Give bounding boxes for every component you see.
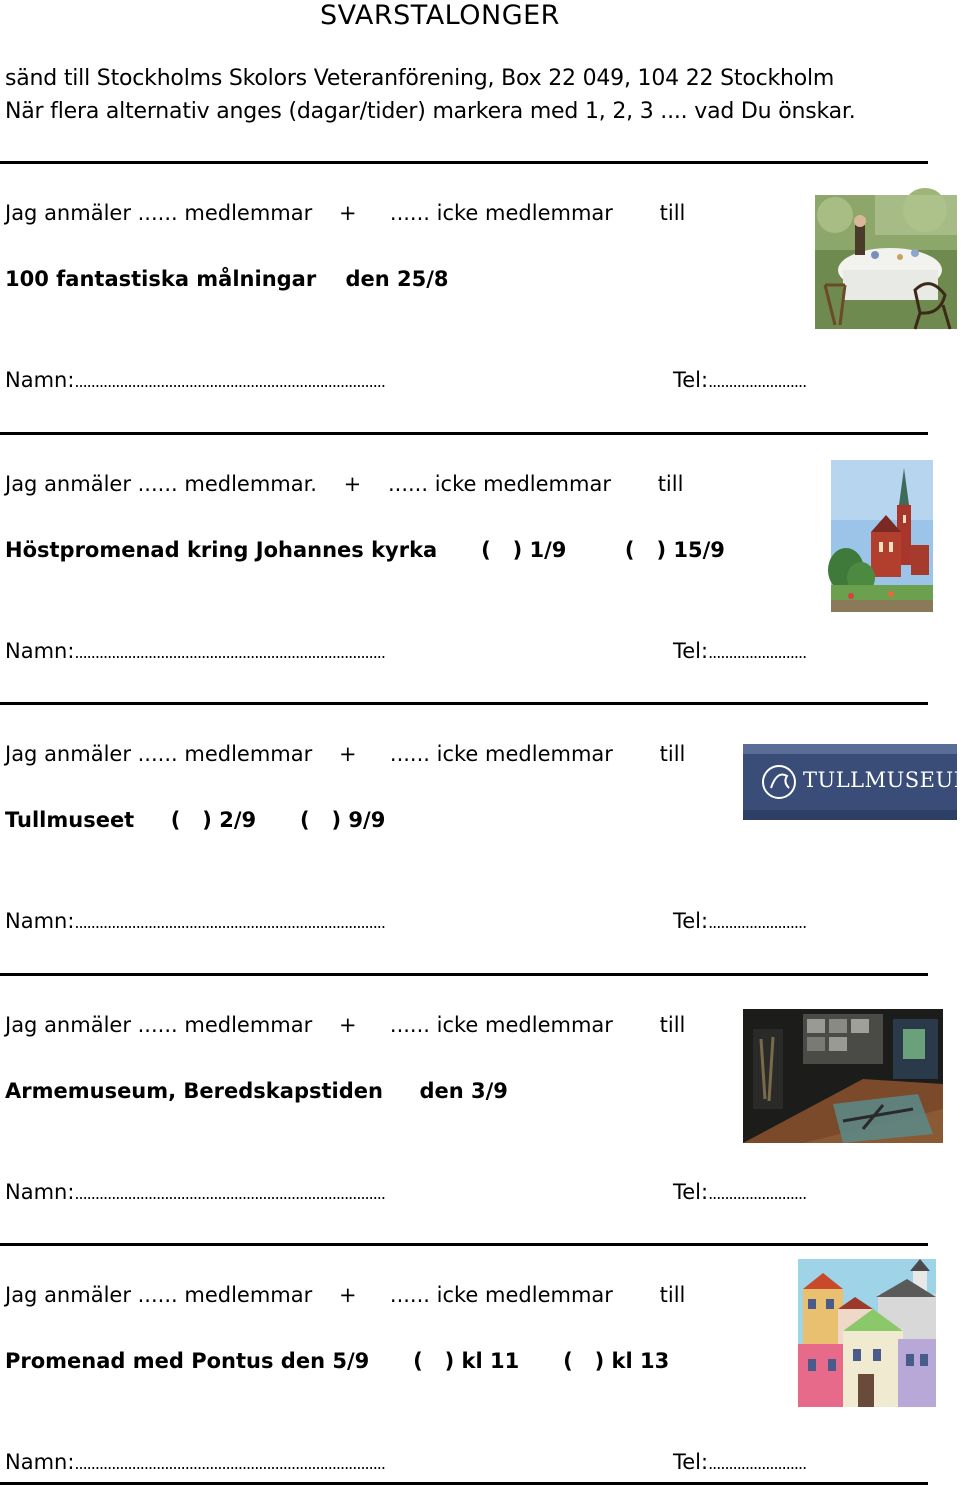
church-image — [831, 460, 933, 612]
museum-exhibition-image — [743, 1009, 943, 1143]
event-line: Tullmuseet ( ) 2/9 ( ) 9/9 — [5, 808, 386, 832]
signup-line: Jag anmäler ...... medlemmar + ...... icke medlemmar till — [5, 1013, 686, 1037]
tel-label: Tel: — [673, 1450, 709, 1474]
name-dots: ............................................................................ — [74, 372, 385, 391]
signup-line: Jag anmäler ...... medlemmar. + ...... icke medlemmar till — [5, 472, 684, 496]
town-houses-image — [798, 1259, 936, 1407]
intro-instructions: När flera alternativ anges (dagar/tider) markera med 1, 2, 3 .... vad Du önskar. — [5, 99, 856, 124]
tel-dots: ........................ — [708, 913, 807, 932]
name-field[interactable] — [5, 909, 385, 933]
name-field[interactable] — [5, 639, 385, 663]
name-dots: ............................................................................ — [74, 643, 385, 662]
tel-dots: ........................ — [708, 1454, 807, 1473]
tel-dots: ........................ — [708, 643, 807, 662]
painting-image — [815, 195, 957, 329]
intro-address: sänd till Stockholms Skolors Veteranförening, Box 22 049, 104 22 Stockholm — [5, 66, 835, 91]
tel-field[interactable] — [673, 639, 806, 663]
tel-field[interactable] — [673, 368, 806, 392]
page-title: SVARSTALONGER — [320, 0, 560, 31]
section-divider — [0, 702, 928, 705]
section-divider — [0, 1243, 928, 1246]
tel-dots: ........................ — [708, 1184, 807, 1203]
event-line: Höstpromenad kring Johannes kyrka ( ) 1/9 ( ) 15/9 — [5, 538, 725, 562]
name-dots: ............................................................................ — [74, 1184, 385, 1203]
section-divider — [0, 973, 928, 976]
name-label: Namn: — [5, 639, 75, 663]
name-dots: ............................................................................ — [74, 1454, 385, 1473]
tel-field[interactable] — [673, 909, 806, 933]
section-divider — [0, 432, 928, 435]
section-divider — [0, 161, 928, 164]
tel-field[interactable] — [673, 1450, 806, 1474]
tel-field[interactable] — [673, 1180, 806, 1204]
tel-label: Tel: — [673, 368, 709, 392]
tel-label: Tel: — [673, 909, 709, 933]
tullmuseum-sign-image — [743, 744, 976, 820]
event-line: 100 fantastiska målningar den 25/8 — [5, 267, 449, 291]
name-field[interactable] — [5, 368, 385, 392]
signup-line: Jag anmäler ...... medlemmar + ...... icke medlemmar till — [5, 742, 686, 766]
signup-line: Jag anmäler ...... medlemmar + ...... icke medlemmar till — [5, 1283, 686, 1307]
tel-label: Tel: — [673, 1180, 709, 1204]
event-line: Armemuseum, Beredskapstiden den 3/9 — [5, 1079, 508, 1103]
name-label: Namn: — [5, 909, 75, 933]
event-line: Promenad med Pontus den 5/9 ( ) kl 11 ( ) kl 13 — [5, 1349, 670, 1373]
name-label: Namn: — [5, 1180, 75, 1204]
name-field[interactable] — [5, 1450, 385, 1474]
tullmuseum-sign-text: TULLMUSEUM — [803, 768, 976, 792]
tel-dots: ........................ — [708, 372, 807, 391]
signup-line: Jag anmäler ...... medlemmar + ...... icke medlemmar till — [5, 201, 686, 225]
name-label: Namn: — [5, 368, 75, 392]
name-field[interactable] — [5, 1180, 385, 1204]
name-dots: ............................................................................ — [74, 913, 385, 932]
tel-label: Tel: — [673, 639, 709, 663]
name-label: Namn: — [5, 1450, 75, 1474]
